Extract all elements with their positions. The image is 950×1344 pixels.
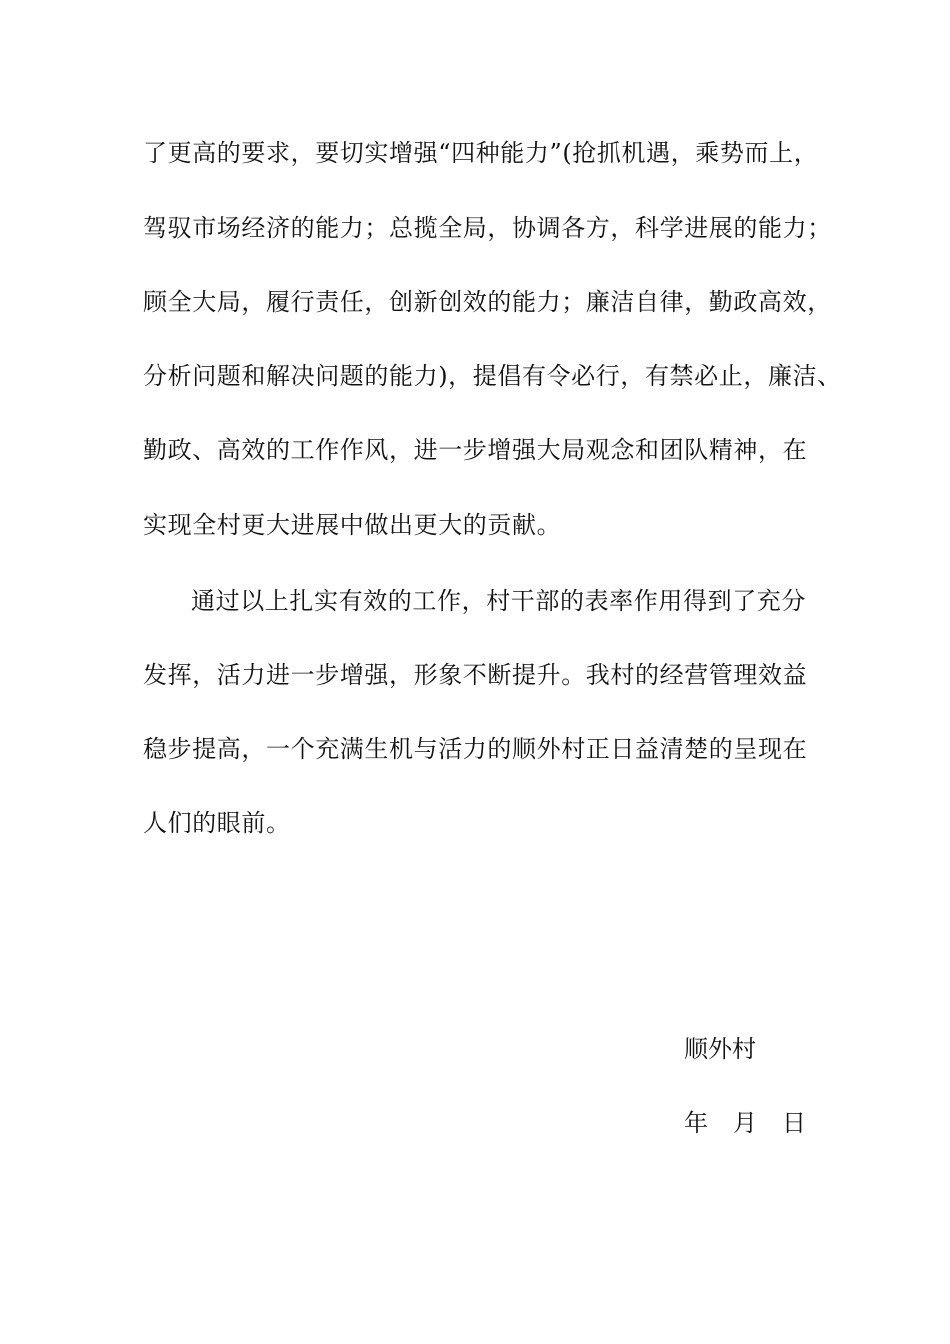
paragraph-1-line-3: 顾全大局，履行责任，创新创效的能力；廉洁自律，勤政高效，: [143, 288, 832, 316]
signature-year: 年: [684, 1109, 709, 1137]
paragraph-1-line-5: 勤政、高效的工作作风，进一步增强大局观念和团队精神，在: [143, 436, 808, 464]
signature-name: 顺外村: [684, 1035, 756, 1063]
paragraph-2-line-1: 通过以上扎实有效的工作，村干部的表率作用得到了充分: [191, 587, 806, 615]
signature-day: 日: [782, 1109, 807, 1137]
signature-month: 月: [733, 1109, 758, 1137]
paragraph-2-line-2: 发挥，活力进一步增强，形象不断提升。我村的经营管理效益: [143, 661, 808, 689]
paragraph-1-line-2: 驾驭市场经济的能力；总揽全局，协调各方，科学进展的能力；: [143, 214, 832, 242]
paragraph-2-line-4: 人们的眼前。: [143, 809, 291, 837]
paragraph-1-line-4: 分析问题和解决问题的能力)，提倡有令必行，有禁必止，廉洁、: [143, 362, 842, 390]
paragraph-1-line-6: 实现全村更大进展中做出更大的贡献。: [143, 511, 562, 539]
signature-date: [684, 1108, 807, 1138]
paragraph-1-line-1: 了更高的要求，要切实增强“四种能力”(抢抓机遇，乘势而上，: [143, 139, 819, 167]
paragraph-2-line-3: 稳步提高，一个充满生机与活力的顺外村正日益清楚的呈现在: [143, 735, 808, 763]
